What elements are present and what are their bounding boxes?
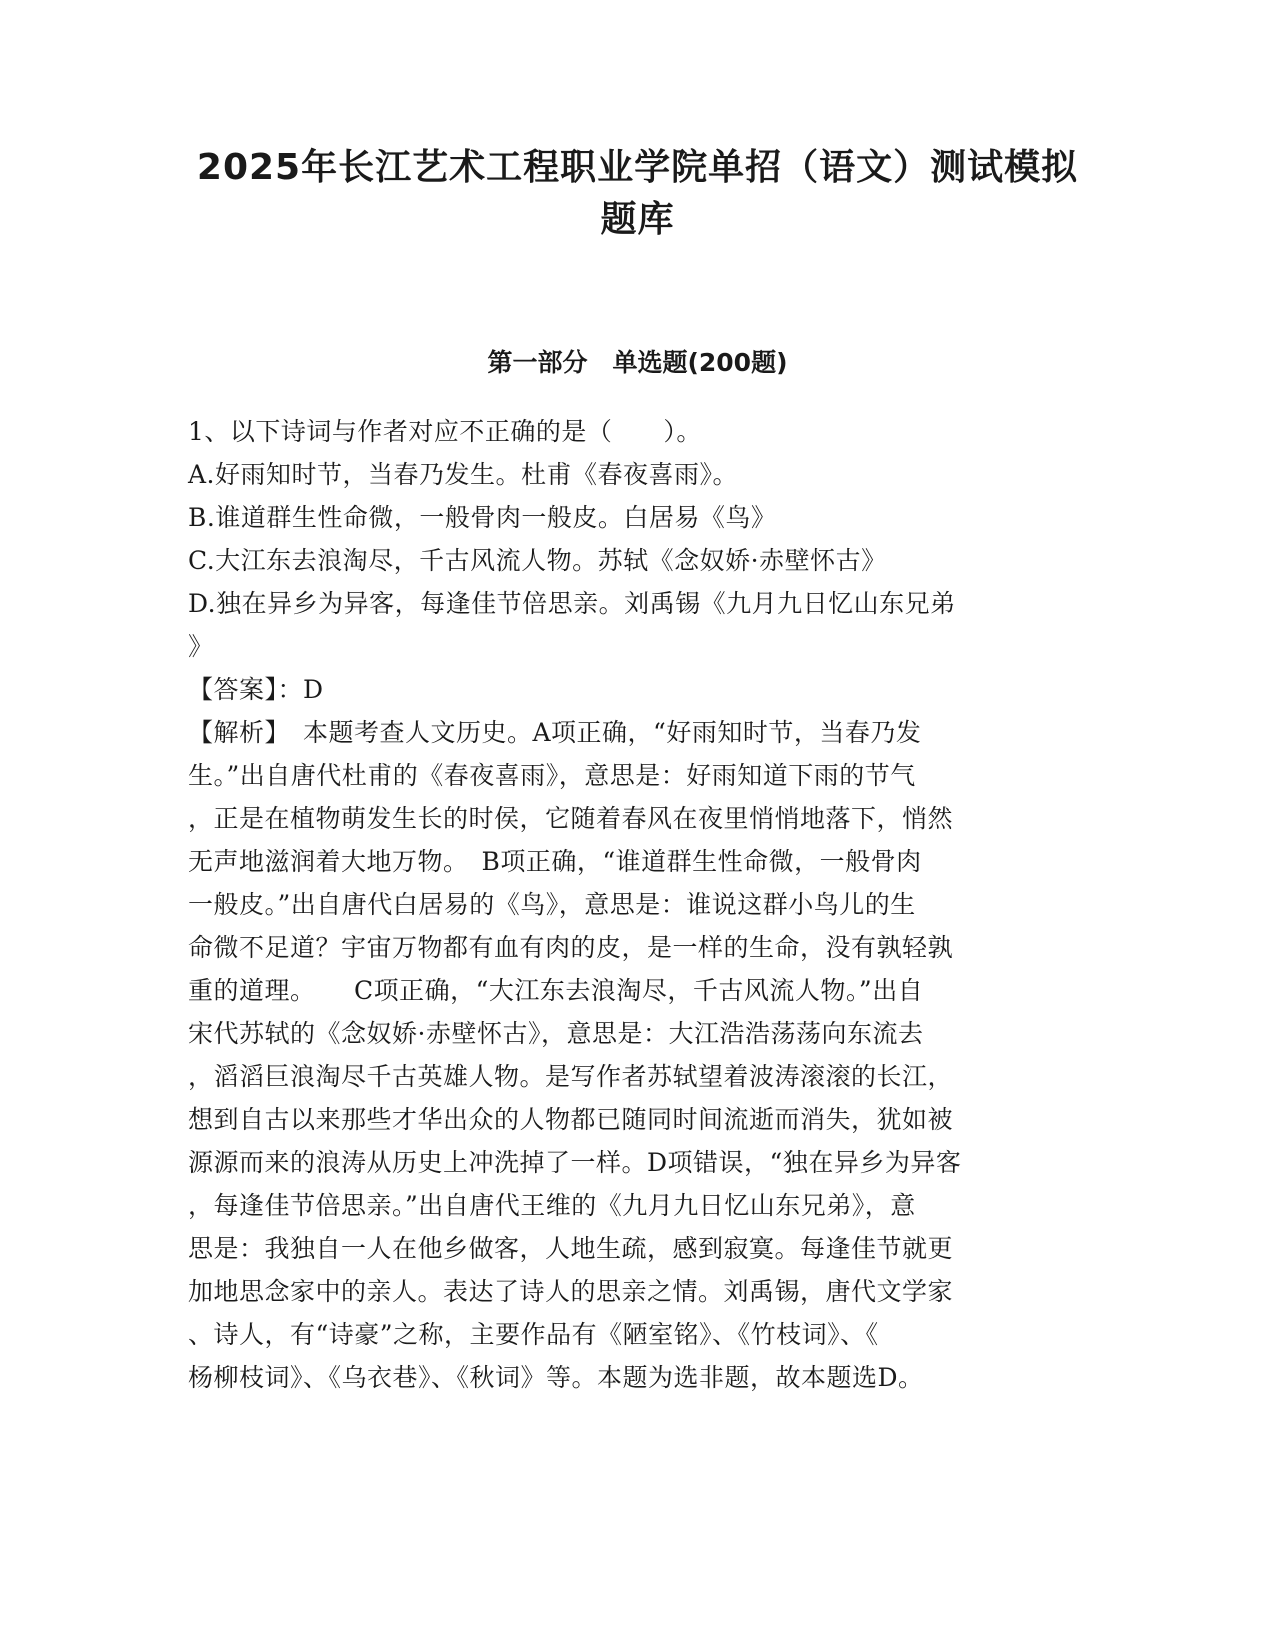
analysis-line: ，正是在植物萌发生长的时侯，它随着春风在夜里悄悄地落下，悄然 [188, 804, 954, 833]
option-d: D.独在异乡为异客，每逢佳节倍思亲。刘禹锡《九月九日忆山东兄弟 [188, 589, 956, 618]
analysis-line: ，每逢佳节倍思亲。”出自唐代王维的《九月九日忆山东兄弟》，意 [188, 1191, 916, 1220]
section-heading: 第一部分 单选题(200题) [487, 348, 788, 377]
option-d-continuation: 》 [188, 632, 214, 661]
document-title-line-1: 2025年长江艺术工程职业学院单招（语文）测试模拟 [196, 147, 1079, 188]
analysis-line: 思是：我独自一人在他乡做客，人地生疏，感到寂寞。每逢佳节就更 [188, 1234, 954, 1263]
analysis-line: 加地思念家中的亲人。表达了诗人的思亲之情。刘禹锡，唐代文学家 [188, 1277, 954, 1306]
analysis-line: 、诗人，有“诗豪”之称，主要作品有《陋室铭》、《竹枝词》、《 [188, 1320, 879, 1349]
analysis-line: 重的道理。 C项正确，“大江东去浪淘尽，千古风流人物。”出自 [188, 976, 924, 1005]
analysis-line: 杨柳枝词》、《乌衣巷》、《秋词》等。本题为选非题，故本题选D。 [188, 1363, 924, 1392]
option-b: B.谁道群生性命微，一般骨肉一般皮。白居易《鸟》 [188, 503, 777, 532]
document-title [150, 142, 1125, 246]
analysis-line: 源源而来的浪涛从历史上冲洗掉了一样。D项错误，“独在异乡为异客 [188, 1148, 962, 1177]
option-a: A.好雨知时节，当春乃发生。杜甫《春夜喜雨》。 [188, 460, 739, 489]
option-c: C.大江东去浪淘尽，千古风流人物。苏轼《念奴娇·赤壁怀古》 [188, 546, 887, 575]
analysis-block [188, 711, 1088, 1399]
analysis-line: 命微不足道？宇宙万物都有血有肉的皮，是一样的生命，没有孰轻孰 [188, 933, 954, 962]
analysis-line: ，滔滔巨浪淘尽千古英雄人物。是写作者苏轼望着波涛滚滚的长江， [188, 1062, 954, 1091]
analysis-line: 宋代苏轼的《念奴娇·赤壁怀古》，意思是：大江浩浩荡荡向东流去 [188, 1019, 924, 1048]
analysis-line: 【解析】 本题考查人文历史。A项正确，“好雨知时节，当春乃发 [188, 718, 922, 747]
answer-line: 【答案】：D [188, 675, 324, 704]
analysis-line: 想到自古以来那些才华出众的人物都已随同时间流逝而消失，犹如被 [188, 1105, 954, 1134]
analysis-line: 无声地滋润着大地万物。 B项正确，“谁道群生性命微，一般骨肉 [188, 847, 922, 876]
document-title-line-2: 题库 [600, 199, 675, 240]
question-stem: 1、以下诗词与作者对应不正确的是（ ）。 [188, 417, 702, 446]
analysis-line: 一般皮。”出自唐代白居易的《鸟》，意思是：谁说这群小鸟儿的生 [188, 890, 916, 919]
analysis-line: 生。”出自唐代杜甫的《春夜喜雨》，意思是：好雨知道下雨的节气 [188, 761, 916, 790]
question-block [188, 410, 1088, 1399]
